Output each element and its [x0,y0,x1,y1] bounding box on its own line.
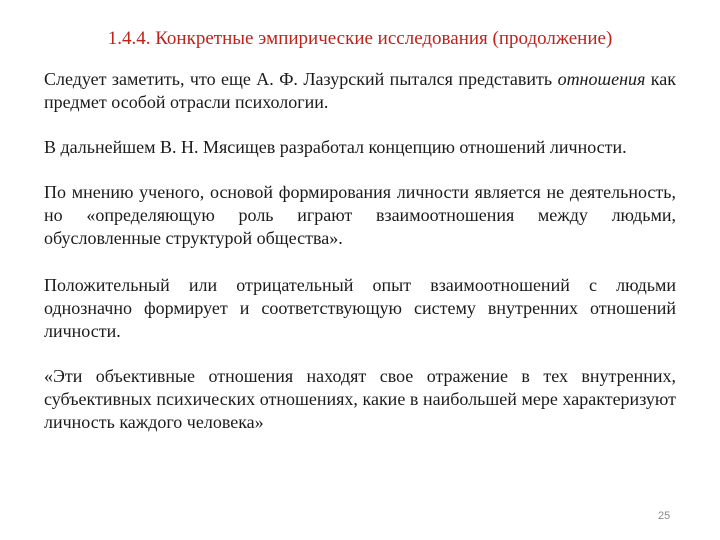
paragraph-lazursky [44,68,676,114]
paragraph-lazursky-start: Следует заметить, что еще А. Ф. Лазурский пытался представить [44,69,558,89]
slide-title: 1.4.4. Конкретные эмпирические исследования (продолжение) [107,28,613,49]
slide-body [44,68,676,434]
italic-term-relations: отношения [557,69,646,89]
paragraph-quote: «Эти объективные отношения находят свое отражение в тех внутренних, субъективных психических отношениях, какие в наибольшей мере характеризуют личность каждого человека» [44,366,676,432]
paragraph-experience: Положительный или отрицательный опыт взаимоотношений с людьми однозначно формирует и соответствующую систему внутренних отношений личности. [44,275,676,341]
paragraph-scientist-opinion: По мнению ученого, основой формирования личности является не деятельность, но «определяющую роль играют взаимоотношения между людьми, обусловленные структурой общества». [44,182,676,248]
paragraph-lazursky-end: как предмет особой отрасли психологии. [44,69,677,112]
paragraph-myasishchev: В дальнейшем В. Н. Мясищев разработал концепцию отношений личности. [44,137,627,157]
page-number: 25 [658,510,671,522]
